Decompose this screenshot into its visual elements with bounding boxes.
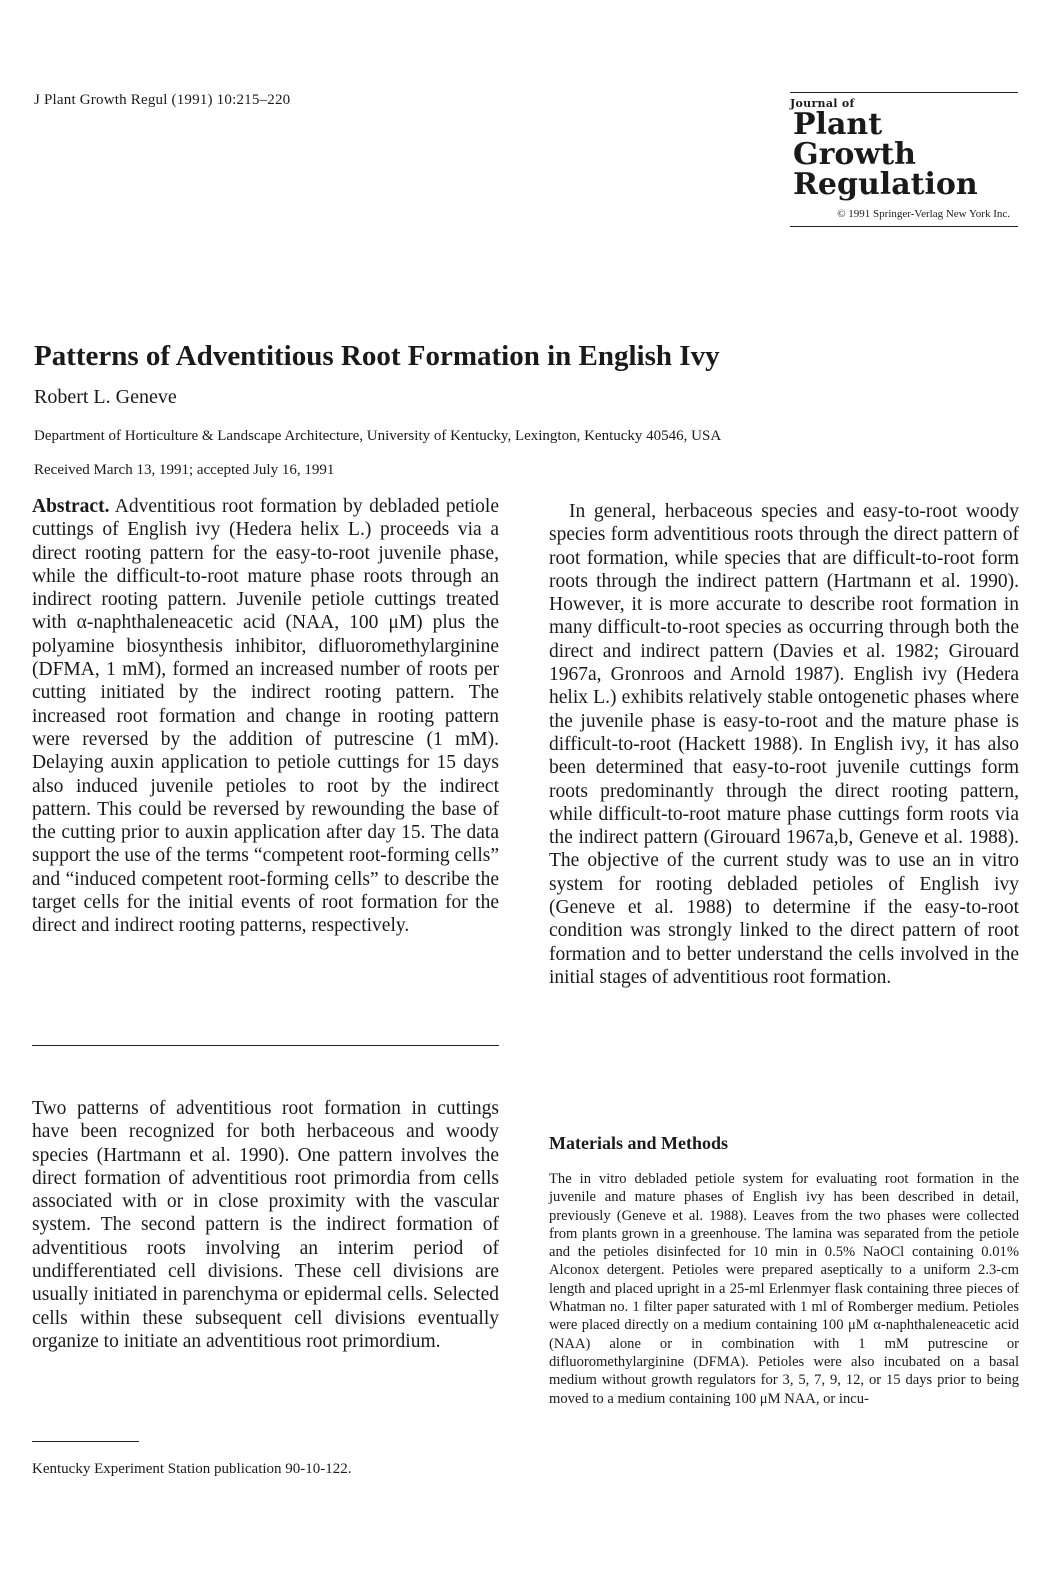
journal-logo [790, 92, 1018, 227]
journal-of-label: Journal of [790, 97, 855, 110]
logo-top-rule [790, 92, 1018, 93]
footnote-rule [32, 1441, 139, 1442]
abstract-divider [32, 1045, 499, 1046]
author-affiliation: Department of Horticulture & Landscape Architecture, University of Kentucky, Lexington, Kentucky 40546, USA [34, 428, 722, 444]
abstract-label: Abstract. [32, 496, 110, 517]
abstract-paragraph [32, 495, 499, 938]
journal-name-line-3: Regulation [793, 167, 978, 202]
introduction-right [549, 500, 1019, 989]
methods-section [549, 1170, 1019, 1408]
intro-paragraph-1: Two patterns of adventitious root formation in cuttings have been recognized for both herbaceous and woody species (Hartmann et al. 1990). One pattern involves the direct formation of adventitious root primordia from cells associated with or in close proximity with the vascular system. The second pattern is the indirect formation of adventitious roots involving an interim period of undifferentiated cell divisions. These cell divisions are usually initiated in parenchyma or epidermal cells. Selected cells within these subsequent cell divisions eventually organize to initiate an adventitious root primordium. [32, 1098, 499, 1352]
intro-paragraph-2: In general, herbaceous species and easy-to-root woody species form adventitious roots through the direct pattern of root formation, while species that are difficult-to-root form roots through the indirect pattern (Hartmann et al. 1990). However, it is more accurate to describe root formation in many difficult-to-root species as occurring through both the direct and indirect pattern (Davies et al. 1982; Girouard 1967a, Gronroos and Arnold 1987). English ivy (Hedera helix L.) exhibits relatively stable ontogenetic phases where the juvenile phase is easy-to-root and the mature phase is difficult-to-root (Hackett 1988). In English ivy, it has also been determined that easy-to-root juvenile cuttings form roots predominantly through the direct rooting pattern, while difficult-to-root mature phase cuttings form roots via the indirect pattern (Girouard 1967a,b, Geneve et al. 1988). The objective of the current study was to use an in vitro system for rooting debladed petioles of English ivy (Geneve et al. 1988) to determine if the easy-to-root condition was strongly linked to the direct pattern of root formation and to better understand the cells involved in the initial stages of adventitious root formation. [549, 501, 1019, 988]
copyright-notice: © 1991 Springer-Verlag New York Inc. [837, 208, 1010, 220]
abstract-text: Adventitious root formation by debladed petiole cuttings of English ivy (Hedera helix L.) proceeds via a direct rooting pattern for the easy-to-root juvenile phase, while the difficult-to-root mature phase roots through an indirect rooting pattern. Juvenile petiole cuttings treated with α-naphthaleneacetic acid (NAA, 100 μM) plus the polyamine biosynthesis inhibitor, difluoromethylarginine (DFMA, 1 mM), formed an increased number of roots per cutting initiated by the indirect rooting pattern. The increased root formation and change in rooting pattern were reversed by the addition of putrescine (1 mM). Delaying auxin application to petiole cuttings for 15 days also induced juvenile petioles to root by the indirect pattern. This could be reversed by rewounding the base of the cutting prior to auxin application after day 15. The data support the use of the terms “competent root-forming cells” and “induced competent root-forming cells” to describe the target cells for the initial events of root formation for the direct and indirect rooting patterns, respectively. [32, 496, 499, 937]
methods-heading: Materials and Methods [549, 1133, 728, 1153]
methods-paragraph: The in vitro debladed petiole system for evaluating root formation in the juvenile and mature phases of English ivy has been described in detail, previously (Geneve et al. 1988). Leaves from the two phases were collected from plants grown in a greenhouse. The lamina was separated from the petiole and the petioles disinfected for 10 min in 0.5% NaOCl containing 0.01% Alconox detergent. Petioles were prepared aseptically to a uniform 2.3-cm length and placed upright in a 25-ml Erlenmyer flask containing three pieces of Whatman no. 1 filter paper saturated with 1 ml of Romberger medium. Petioles were placed directly on a medium containing 100 μM α-naphthaleneacetic acid (NAA) alone or in combination with 1 mM putrescine or difluoromethylarginine (DFMA). Petioles were also incubated on a basal medium without growth regulators for 3, 5, 7, 9, 12, or 15 days prior to being moved to a medium containing 100 μM NAA, or incu- [549, 1171, 1019, 1407]
author-name: Robert L. Geneve [34, 386, 177, 408]
abstract-block [32, 495, 499, 938]
journal-citation: J Plant Growth Regul (1991) 10:215–220 [34, 92, 291, 108]
received-dates: Received March 13, 1991; accepted July 16, 1991 [34, 462, 335, 478]
footnote: Kentucky Experiment Station publication 90-10-122. [32, 1461, 352, 1477]
logo-bottom-rule [790, 226, 1018, 227]
introduction-left [32, 1097, 499, 1353]
journal-name-line-1: Plant [793, 107, 883, 142]
journal-name-line-2: Growth [793, 137, 916, 172]
paper-title: Patterns of Adventitious Root Formation in English Ivy [34, 340, 720, 372]
